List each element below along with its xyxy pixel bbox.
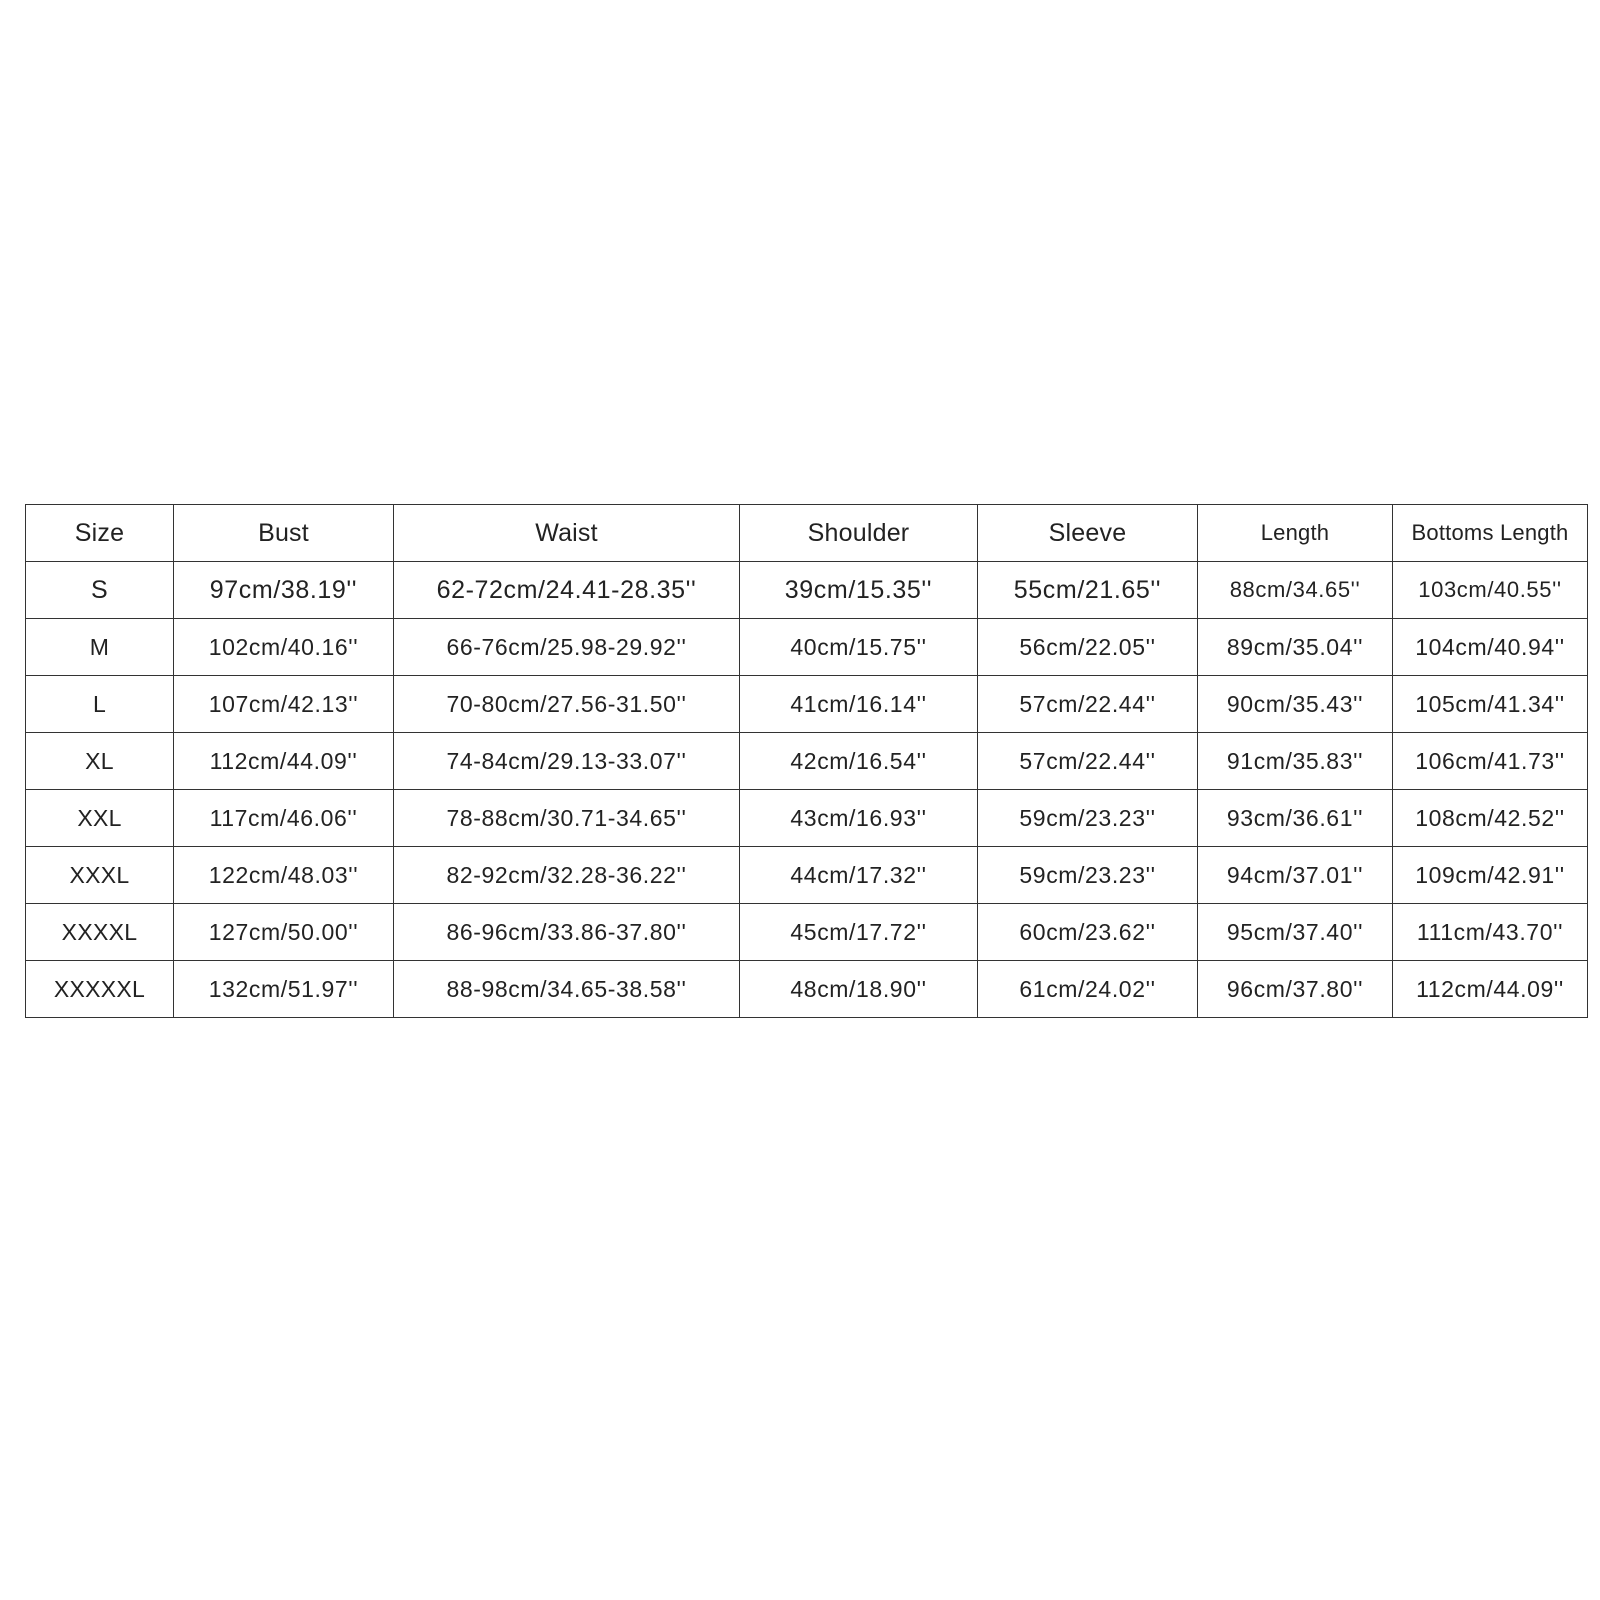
header-bottoms-length: Bottoms Length <box>1393 505 1588 562</box>
length-cell: 90cm/35.43'' <box>1198 676 1393 733</box>
sleeve-cell: 60cm/23.62'' <box>978 904 1198 961</box>
waist-cell: 88-98cm/34.65-38.58'' <box>394 961 740 1018</box>
shoulder-cell: 44cm/17.32'' <box>740 847 978 904</box>
bottoms-length-cell: 104cm/40.94'' <box>1393 619 1588 676</box>
size-cell: S <box>26 562 174 619</box>
length-cell: 88cm/34.65'' <box>1198 562 1393 619</box>
shoulder-cell: 43cm/16.93'' <box>740 790 978 847</box>
header-sleeve: Sleeve <box>978 505 1198 562</box>
bottoms-length-cell: 103cm/40.55'' <box>1393 562 1588 619</box>
sleeve-cell: 59cm/23.23'' <box>978 847 1198 904</box>
table-row <box>26 961 1588 1018</box>
header-row <box>26 505 1588 562</box>
bust-cell: 132cm/51.97'' <box>174 961 394 1018</box>
shoulder-cell: 42cm/16.54'' <box>740 733 978 790</box>
shoulder-cell: 39cm/15.35'' <box>740 562 978 619</box>
bust-cell: 117cm/46.06'' <box>174 790 394 847</box>
waist-cell: 70-80cm/27.56-31.50'' <box>394 676 740 733</box>
sleeve-cell: 57cm/22.44'' <box>978 676 1198 733</box>
bust-cell: 97cm/38.19'' <box>174 562 394 619</box>
waist-cell: 74-84cm/29.13-33.07'' <box>394 733 740 790</box>
bust-cell: 112cm/44.09'' <box>174 733 394 790</box>
length-cell: 93cm/36.61'' <box>1198 790 1393 847</box>
length-cell: 96cm/37.80'' <box>1198 961 1393 1018</box>
waist-cell: 86-96cm/33.86-37.80'' <box>394 904 740 961</box>
bottoms-length-cell: 111cm/43.70'' <box>1393 904 1588 961</box>
length-cell: 91cm/35.83'' <box>1198 733 1393 790</box>
table-row <box>26 619 1588 676</box>
size-cell: XXXL <box>26 847 174 904</box>
sleeve-cell: 61cm/24.02'' <box>978 961 1198 1018</box>
size-cell: L <box>26 676 174 733</box>
size-rows <box>26 562 1588 1018</box>
table-row <box>26 847 1588 904</box>
sleeve-cell: 56cm/22.05'' <box>978 619 1198 676</box>
length-cell: 94cm/37.01'' <box>1198 847 1393 904</box>
waist-cell: 66-76cm/25.98-29.92'' <box>394 619 740 676</box>
table-row <box>26 733 1588 790</box>
length-cell: 95cm/37.40'' <box>1198 904 1393 961</box>
bottoms-length-cell: 106cm/41.73'' <box>1393 733 1588 790</box>
size-cell: XXXXL <box>26 904 174 961</box>
waist-cell: 82-92cm/32.28-36.22'' <box>394 847 740 904</box>
length-cell: 89cm/35.04'' <box>1198 619 1393 676</box>
shoulder-cell: 40cm/15.75'' <box>740 619 978 676</box>
bust-cell: 122cm/48.03'' <box>174 847 394 904</box>
size-cell: XL <box>26 733 174 790</box>
table-row <box>26 790 1588 847</box>
size-cell: XXXXXL <box>26 961 174 1018</box>
shoulder-cell: 48cm/18.90'' <box>740 961 978 1018</box>
waist-cell: 62-72cm/24.41-28.35'' <box>394 562 740 619</box>
bottoms-length-cell: 105cm/41.34'' <box>1393 676 1588 733</box>
header-waist: Waist <box>394 505 740 562</box>
size-cell: XXL <box>26 790 174 847</box>
sleeve-cell: 55cm/21.65'' <box>978 562 1198 619</box>
bottoms-length-cell: 112cm/44.09'' <box>1393 961 1588 1018</box>
waist-cell: 78-88cm/30.71-34.65'' <box>394 790 740 847</box>
shoulder-cell: 41cm/16.14'' <box>740 676 978 733</box>
table-row <box>26 562 1588 619</box>
table-row <box>26 676 1588 733</box>
header-shoulder: Shoulder <box>740 505 978 562</box>
header-size: Size <box>26 505 174 562</box>
shoulder-cell: 45cm/17.72'' <box>740 904 978 961</box>
bottoms-length-cell: 108cm/42.52'' <box>1393 790 1588 847</box>
bust-cell: 127cm/50.00'' <box>174 904 394 961</box>
bust-cell: 102cm/40.16'' <box>174 619 394 676</box>
table-row <box>26 904 1588 961</box>
size-cell: M <box>26 619 174 676</box>
size-chart-table <box>25 504 1588 1018</box>
header-bust: Bust <box>174 505 394 562</box>
sleeve-cell: 57cm/22.44'' <box>978 733 1198 790</box>
sleeve-cell: 59cm/23.23'' <box>978 790 1198 847</box>
bust-cell: 107cm/42.13'' <box>174 676 394 733</box>
bottoms-length-cell: 109cm/42.91'' <box>1393 847 1588 904</box>
header-length: Length <box>1198 505 1393 562</box>
